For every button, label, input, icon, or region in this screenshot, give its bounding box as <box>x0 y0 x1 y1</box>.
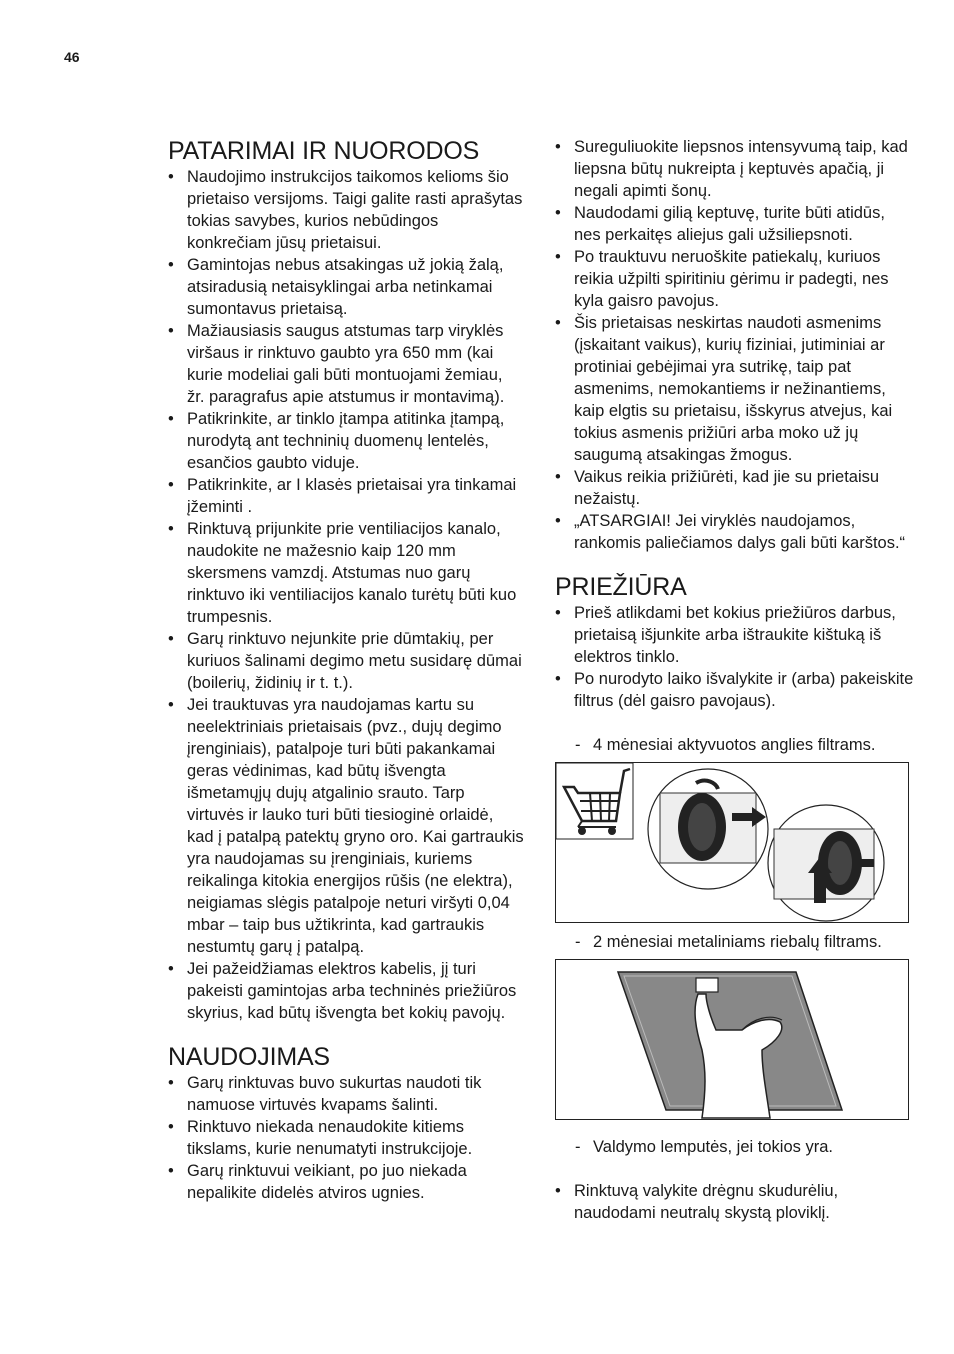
list-item: • Patikrinkite, ar I klasės prietaisai yra tinkamai įžeminti . <box>168 474 524 518</box>
spacer <box>168 1024 524 1042</box>
list-item: • Rinktuvą prijunkite prie ventiliacijos kanalo, naudokite ne mažesnio kaip 120 mm skersmens vamzdį. Atstumas nuo garų rinktuvo iki ventiliacijos kanalo turėtų būti kuo trumpesnis. <box>168 518 524 628</box>
charcoal-filter-figure <box>555 762 909 923</box>
dash-item-lights: - Valdymo lemputės, jei tokios yra. <box>555 1136 915 1158</box>
dash-item-metal: - 2 mėnesiai metaliniams riebalų filtrams. <box>555 931 915 953</box>
list-item: • Garų rinktuvo nejunkite prie dūmtakių, per kuriuos šalinami degimo metu susidarę dūmai (boilerių, židinių ir t. t.). <box>168 628 524 694</box>
spacer <box>555 712 915 734</box>
section-title-maintenance: PRIEŽIŪRA <box>555 573 687 601</box>
list-item: • Jei pažeidžiamas elektros kabelis, jį turi pakeisti gamintojas arba techninės priežiūros skyrius, kad būtų išvengta bet kokių pavojų. <box>168 958 524 1024</box>
right-column <box>555 136 915 1224</box>
list-item: • Naudodami gilią keptuvę, turite būti atidūs, nes perkaitęs aliejus gali užsiliepsnoti. <box>555 202 915 246</box>
spacer <box>555 1158 915 1180</box>
spacer <box>555 923 915 931</box>
cleaning-list <box>555 1180 915 1224</box>
dash-item-charcoal: - 4 mėnesiai aktyvuotos anglies filtrams. <box>555 734 915 756</box>
shopping-cart-icon <box>556 763 633 839</box>
section-title-tips: PATARIMAI IR NUORODOS <box>168 137 480 165</box>
list-item: • Šis prietaisas neskirtas naudoti asmenims (įskaitant vaikus), kurių fiziniai, jutiminiai ar protiniai gebėjimai yra sutrikę, taip pat asmenims, nemokantiems ir nežinantiems, kaip elgtis su prietaisu, išskyrus atvejus, kai tokius asmenis prižiūri arba moko už jų saugumą atsakingas žmogus. <box>555 312 915 466</box>
list-item: • Po nurodyto laiko išvalykite ir (arba) pakeiskite filtrus (dėl gaisro pavojaus). <box>555 668 915 712</box>
spacer <box>555 554 915 572</box>
filter-removal-illustration <box>648 769 768 889</box>
grease-filter-illustration <box>618 972 842 1118</box>
list-item: • „ATSARGIAI! Jei viryklės naudojamos, rankomis paliečiamos dalys gali būti karštos.“ <box>555 510 915 554</box>
filter-install-illustration <box>768 805 884 921</box>
page-number: 46 <box>64 49 80 65</box>
usage-list <box>168 1072 524 1204</box>
list-item: • Jei trauktuvas yra naudojamas kartu su neelektriniais prietaisais (pvz., dujų degimo įrenginiais), patalpoje turi būti pakankamai geras vėdinimas, kad būtų išvengta išmetamųjų dujų atgalinio srauto. Tarp virtuvės ir lauko turi būti tiesioginė orlaidė, kad į patalpą patektų gryno oro. Kai gartraukis yra naudojamas su įrenginiais, kuriems reikalinga kitokia energijos rūšis (ne elektra), neigiamas slėgis patalpoje neturi viršyti 0,04 mbar – taip bus užtikrinta, kad gartraukis nestumtų garų į patalpą. <box>168 694 524 958</box>
list-item: • Po trauktuvu neruoškite patiekalų, kuriuos reikia užpilti spiritiniu gėrimu ir padegti, nes kyla gaisro pavojus. <box>555 246 915 312</box>
list-item: • Rinktuvo niekada nenaudokite kitiems tikslams, kurie nenumatyti instrukcijoje. <box>168 1116 524 1160</box>
maintenance-list <box>555 602 915 712</box>
list-item: • Garų rinktuvui veikiant, po juo niekada nepalikite didelės atviros ugnies. <box>168 1160 524 1204</box>
tips-list <box>168 166 524 1024</box>
list-item: • Rinktuvą valykite drėgnu skudurėliu, naudodami neutralų skystą ploviklį. <box>555 1180 915 1224</box>
list-item: • Prieš atlikdami bet kokius priežiūros darbus, prietaisą išjunkite arba ištraukite kištuką iš elektros tinklo. <box>555 602 915 668</box>
list-item: • Mažiausiasis saugus atstumas tarp viryklės viršaus ir rinktuvo gaubto yra 650 mm (kai kurie modeliai gali būti montuojami žemiau, žr. paragrafus apie atstumus ir montavimą). <box>168 320 524 408</box>
safety-list <box>555 136 915 554</box>
list-item: • Patikrinkite, ar tinklo įtampa atitinka įtampą, nurodytą ant techninių duomenų lentelės, esančios gaubto viduje. <box>168 408 524 474</box>
list-item: • Garų rinktuvas buvo sukurtas naudoti tik namuose virtuvės kvapams šalinti. <box>168 1072 524 1116</box>
list-item: • Sureguliuokite liepsnos intensyvumą taip, kad liepsna būtų nukreipta į keptuvės apačią, ji negali apimti šonų. <box>555 136 915 202</box>
left-column <box>168 136 524 1204</box>
spacer <box>555 1120 915 1136</box>
list-item: • Vaikus reikia prižiūrėti, kad jie su prietaisu nežaistų. <box>555 466 915 510</box>
list-item: • Gamintojas nebus atsakingas už jokią žalą, atsiradusią netaisyklingai arba netinkamai sumontavus prietaisą. <box>168 254 524 320</box>
list-item: • Naudojimo instrukcijos taikomos kelioms šio prietaiso versijoms. Taigi galite rasti aprašytas tokias savybes, kurios nebūdingos konkrečiam jūsų prietaisui. <box>168 166 524 254</box>
section-title-usage: NAUDOJIMAS <box>168 1043 330 1071</box>
grease-filter-figure <box>555 959 909 1120</box>
